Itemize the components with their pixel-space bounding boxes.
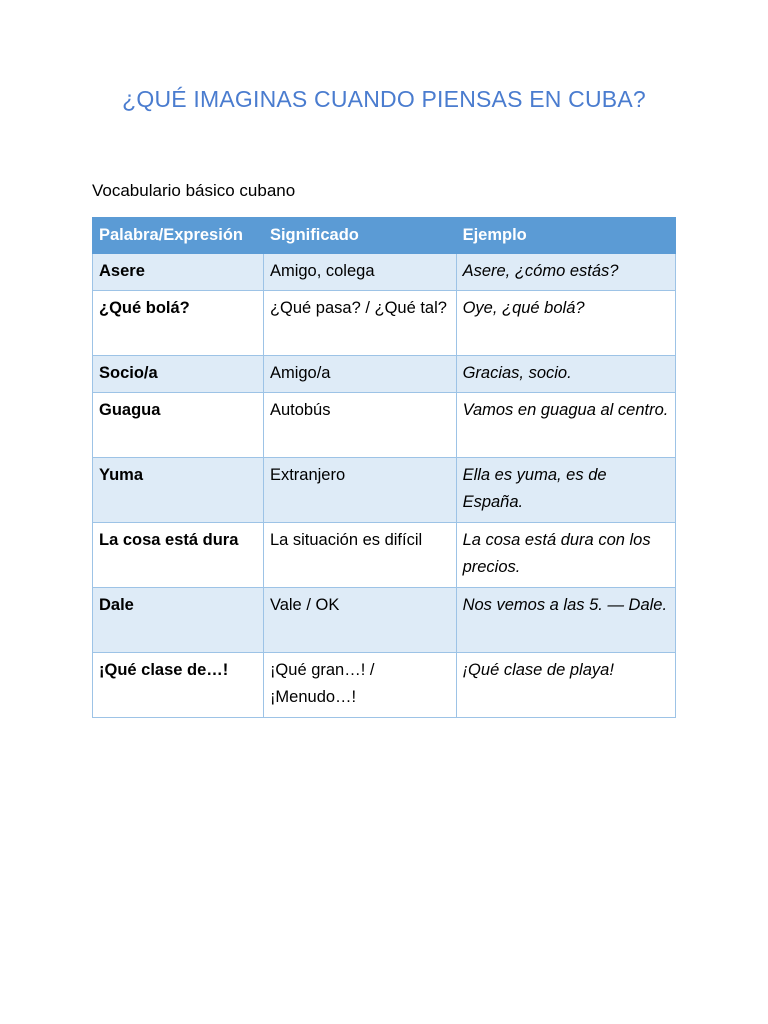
- cell-word: Socio/a: [93, 356, 264, 393]
- cell-word: La cosa está dura: [93, 523, 264, 588]
- table-header-row: [93, 218, 676, 254]
- cell-example: Oye, ¿qué bolá?: [456, 291, 675, 356]
- table-row: [93, 588, 676, 653]
- cell-meaning: Autobús: [263, 393, 456, 458]
- cell-meaning: ¿Qué pasa? / ¿Qué tal?: [263, 291, 456, 356]
- cell-meaning: La situación es difícil: [263, 523, 456, 588]
- cell-example: ¡Qué clase de playa!: [456, 653, 675, 718]
- cell-word: Guagua: [93, 393, 264, 458]
- cell-example: Ella es yuma, es de España.: [456, 458, 675, 523]
- cell-meaning: Vale / OK: [263, 588, 456, 653]
- cell-word: ¡Qué clase de…!: [93, 653, 264, 718]
- cell-meaning: Amigo/a: [263, 356, 456, 393]
- cell-word: ¿Qué bolá?: [93, 291, 264, 356]
- table-row: [93, 458, 676, 523]
- table-row: [93, 291, 676, 356]
- table-row: [93, 393, 676, 458]
- header-meaning: Significado: [263, 218, 456, 254]
- vocabulary-table: [92, 217, 676, 718]
- cell-example: Nos vemos a las 5. — Dale.: [456, 588, 675, 653]
- cell-meaning: Extranjero: [263, 458, 456, 523]
- cell-word: Asere: [93, 254, 264, 291]
- cell-meaning: ¡Qué gran…! / ¡Menudo…!: [263, 653, 456, 718]
- document-subtitle: Vocabulario básico cubano: [92, 181, 296, 200]
- page-title: ¿QUÉ IMAGINAS CUANDO PIENSAS EN CUBA?: [122, 86, 646, 112]
- table-row: [93, 523, 676, 588]
- table-row: [93, 653, 676, 718]
- header-example: Ejemplo: [456, 218, 675, 254]
- cell-word: Dale: [93, 588, 264, 653]
- table-row: [93, 356, 676, 393]
- cell-example: La cosa está dura con los precios.: [456, 523, 675, 588]
- header-word: Palabra/Expresión: [93, 218, 264, 254]
- cell-meaning: Amigo, colega: [263, 254, 456, 291]
- table-row: [93, 254, 676, 291]
- cell-example: Gracias, socio.: [456, 356, 675, 393]
- cell-example: Asere, ¿cómo estás?: [456, 254, 675, 291]
- cell-example: Vamos en guagua al centro.: [456, 393, 675, 458]
- cell-word: Yuma: [93, 458, 264, 523]
